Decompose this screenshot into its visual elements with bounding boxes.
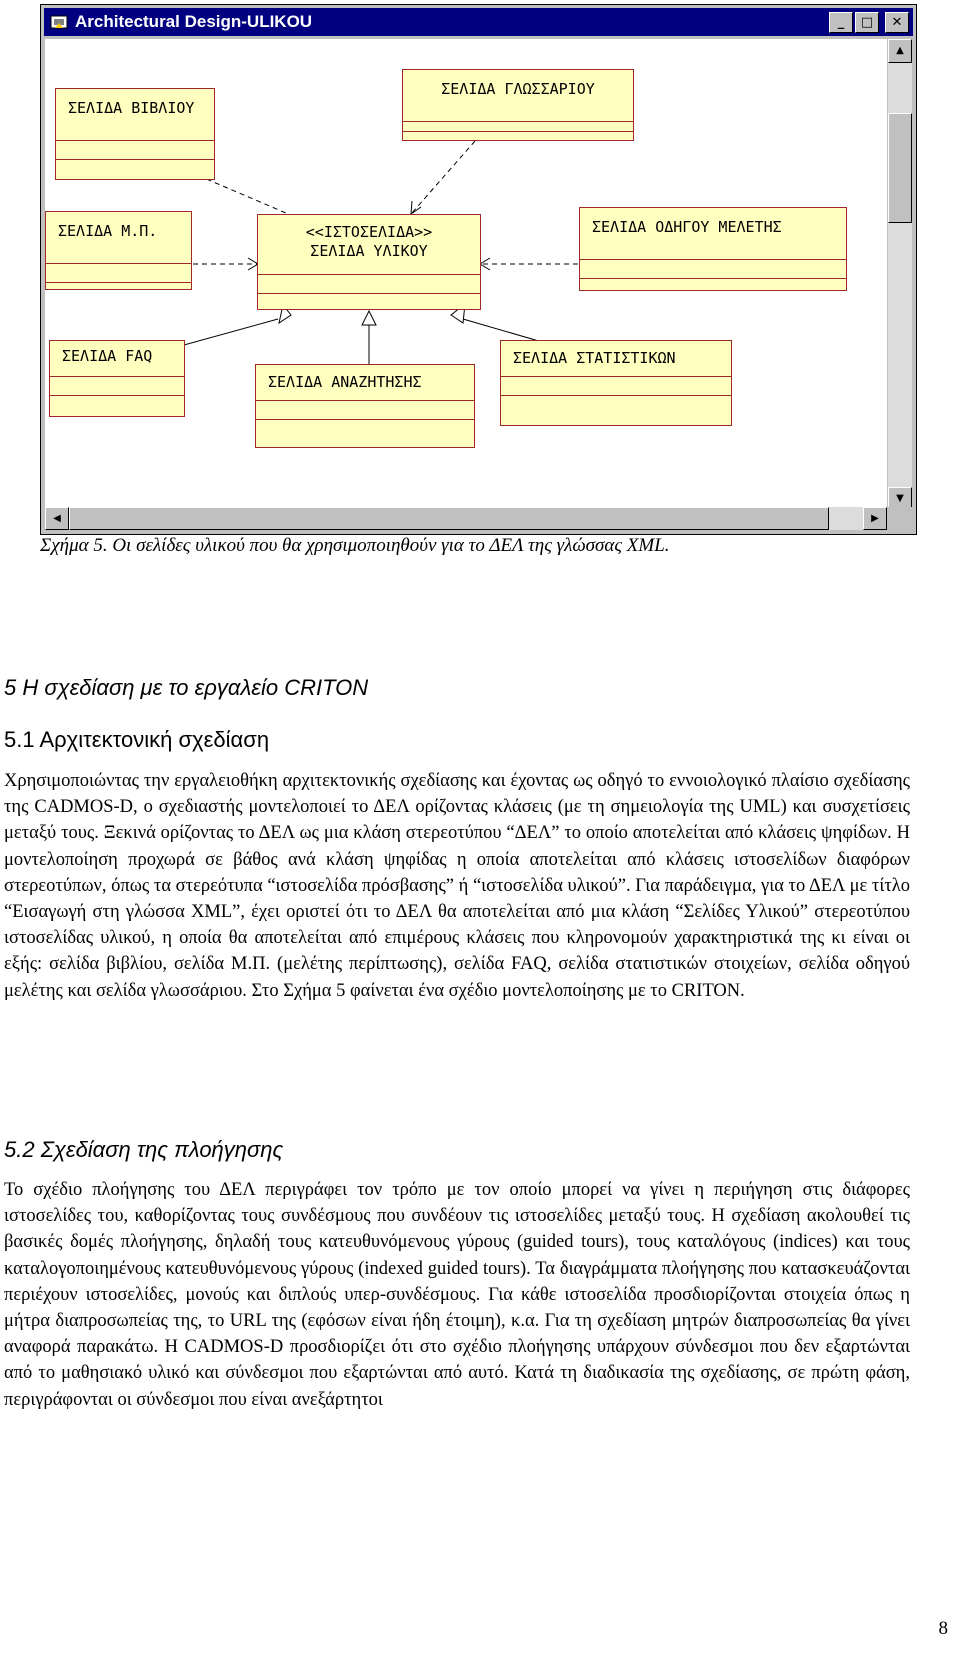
class-stereotype: <<ΙΣΤΟΣΕΛΙΔΑ>> <box>305 223 433 241</box>
maximize-button[interactable]: □ <box>855 12 879 33</box>
scroll-corner <box>888 507 912 530</box>
class-box-mp[interactable] <box>45 211 192 290</box>
class-box-main[interactable] <box>257 214 481 310</box>
paragraph-architecture: Χρησιμοποιώντας την εργαλειοθήκη αρχιτεκτονικής σχεδίασης και έχοντας ως οδηγό το εννοιολογικό πλαίσιο σχεδίασης της CADMOS-D, ο σχεδιαστής μοντελοποιεί το ΔΕΛ ορίζοντας κλάσεις (με τη σημειολογία της UML) και συσχετίσεις μεταξύ τους. Ξεκινά ορίζοντας το ΔΕΛ ως μια κλάση στερεοτύπου “ΔΕΛ” το οποίο αποτελείται από κλάσεις ψηφίδων. Η μοντελοποίηση προχωρά σε βάθος ανά κλάση ψηφίδας η οποία αποτελείται από κλάσεις ιστοσελίδων διαφόρων στερεοτύπων, όπως τα στερεότυπα “ιστοσελίδα πρόσβασης” ή “ιστοσελίδα υλικού”. Για παράδειγμα, για το ΔΕΛ με τίτλο “Εισαγωγή στη γλώσσα XML”, έχει οριστεί ότι το ΔΕΛ θα αποτελείται από μια κλάση “Σελίδες Υλικού” στερεοτύπου ιστοσελίδας υλικού, η οποία θα αποτελείται από επιμέρους κλάσεις που κληρονομούν χαρακτηριστικά της κι είναι οι εξής: σελίδα βιβλίου, σελίδα Μ.Π. (μελέτης περίπτωσης), σελίδα FAQ, σελίδα στατιστικών στοιχείων, σελίδα οδηγού μελέτης και σελίδα γλωσσάριου. Στο Σχήμα 5 φαίνεται ένα σχέδιο μοντελοποίησης με το CRITON. <box>4 771 910 1001</box>
diagram-canvas[interactable] <box>45 39 887 511</box>
dep-glossary <box>411 141 475 214</box>
page-number: 8 <box>938 1618 948 1639</box>
horizontal-scrollbar[interactable] <box>45 507 887 530</box>
class-name: ΣΕΛΙΔΑ ΣΤΑΤΙΣΤΙΚΩΝ <box>501 341 731 377</box>
close-button[interactable]: ✕ <box>885 12 909 33</box>
vertical-scrollbar[interactable] <box>888 39 912 511</box>
section-heading-5-1: 5.1 Αρχιτεκτονική σχεδίαση <box>4 727 270 752</box>
minimize-button[interactable]: _ <box>829 12 853 33</box>
left-arrow-icon[interactable]: ◀ <box>45 507 69 530</box>
criton-window <box>40 4 917 535</box>
class-box-faq[interactable] <box>49 340 185 417</box>
section-heading-5: 5 Η σχεδίαση με το εργαλείο CRITON <box>4 675 369 700</box>
horizontal-scroll-thumb[interactable] <box>69 507 829 530</box>
class-box-book[interactable] <box>55 88 215 180</box>
class-name: ΣΕΛΙΔΑ ΑΝΑΖΗΤΗΣΗΣ <box>256 365 474 401</box>
right-arrow-icon[interactable]: ▶ <box>863 507 887 530</box>
title-bar[interactable] <box>44 8 913 36</box>
class-name: ΣΕΛΙΔΑ ΓΛΩΣΣΑΡΙΟΥ <box>403 70 633 122</box>
class-name: ΣΕΛΙΔΑ Μ.Π. <box>46 212 191 264</box>
class-box-search[interactable] <box>255 364 475 448</box>
figure-caption: Σχήμα 5. Οι σελίδες υλικού που θα χρησιμοποιηθούν για το ΔΕΛ της γλώσσας XML. <box>40 535 670 556</box>
class-box-guide[interactable] <box>579 207 847 291</box>
window-title: Architectural Design-ULIKOU <box>75 12 313 31</box>
class-name: ΣΕΛΙΔΑ FAQ <box>50 341 184 377</box>
section-heading-5-2: 5.2 Σχεδίαση της πλοήγησης <box>4 1137 284 1162</box>
class-name: ΣΕΛΙΔΑ ΥΛΙΚΟΥ <box>310 242 428 260</box>
paragraph-navigation: Το σχέδιο πλοήγησης του ΔΕΛ περιγράφει τον τρόπο με τον οποίο μπορεί να γίνει η περιήγηση στις διάφορες ιστοσελίδες του, καθορίζοντας τους συνδέσμους που συνδέουν τις ιστοσελίδες μεταξύ τους. Η σχεδίαση ακολουθεί τις βασικές δομές πλοήγησης, δηλαδή τους κατευθυνόμενους γύρους (guided tours), τους καταλόγους (indices) και τους καταλογοποιημένους κατευθυνόμενους γύρους (indexed guided tours). Τα διαγράμματα πλοήγησης που κατασκευάζονται περιέχουν ιστοσελίδες, μονούς και διπλούς υπερ-συνδέσμους. Για κάθε ιστοσελίδα προσδιορίζονται στοιχεία όπως η μήτρα διαπροσωπείας της, το URL της (εφόσων είναι ήδη έτοιμη), κ.α. Για τη σχεδίαση μητρών διαπροσωπείας θα γίνει αναφορά παρακάτω. Η CADMOS-D προσδιορίζει ότι στο σχέδιο πλοήγησης υπάρχουν σύνδεσμοι που δεν εξαρτώνται από το μαθησιακό υλικό και σύνδεσμοι που εξαρτώνται από αυτό. Κατά τη διαδικασία της σχεδίασης, σε πρώτη φάση, περιγράφονται οι σύνδεσμοι που είναι ανεξάρτητοι <box>4 1180 910 1410</box>
app-icon[interactable] <box>50 13 68 31</box>
down-arrow-icon[interactable]: ▼ <box>888 487 912 511</box>
class-box-glossary[interactable] <box>402 69 634 141</box>
up-arrow-icon[interactable]: ▲ <box>888 39 912 63</box>
class-name: ΣΕΛΙΔΑ ΟΔΗΓΟΥ ΜΕΛΕΤΗΣ <box>580 208 846 260</box>
class-name: ΣΕΛΙΔΑ ΒΙΒΛΙΟΥ <box>56 89 214 141</box>
vertical-scroll-thumb[interactable] <box>888 113 912 223</box>
class-box-stats[interactable] <box>500 340 732 426</box>
